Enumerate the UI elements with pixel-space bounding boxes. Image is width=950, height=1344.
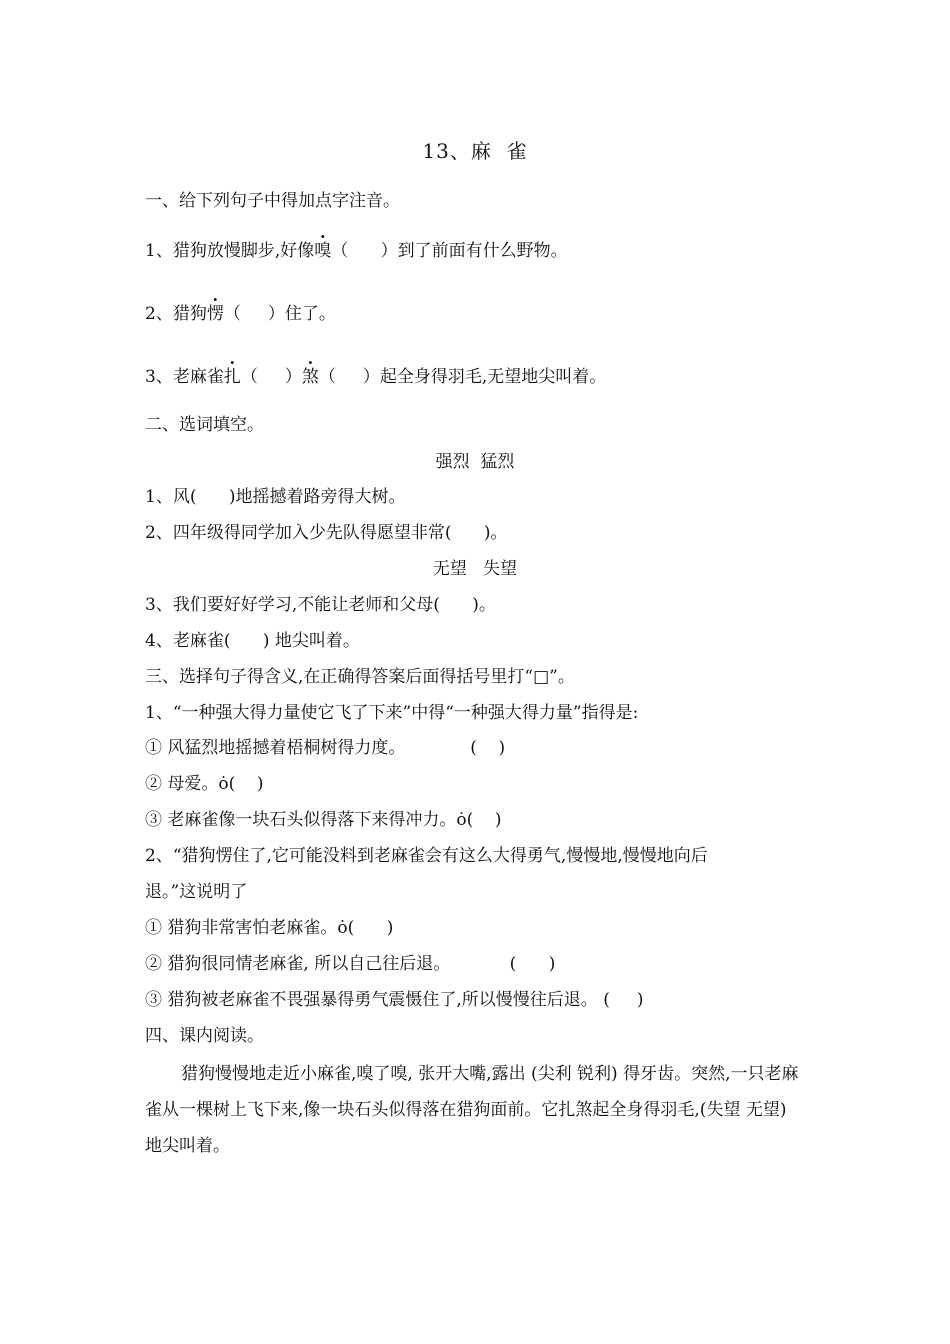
section1-heading: 一、给下列句子中得加点字注音。 [145,191,400,211]
question-1-1 [145,240,568,262]
q-text: （ ） [240,367,302,387]
reading-passage: 猎狗慢慢地走近小麻雀,嗅了嗅, 张开大嘴,露出 (尖利 锐利) 得牙齿。突然,一只老麻雀从一棵树上飞下来,像一块石头似得落在猎狗面前。它扎煞起全身得羽毛,(失望 无望) 地尖叫着。 [145,1064,799,1156]
q-text: 2、猎狗 [145,304,207,324]
q-text: （ ）起全身得羽毛,无望地尖叫着。 [318,367,607,387]
q-text: （ ）到了前面有什么野物。 [331,241,568,261]
question-1-2 [145,303,336,325]
section4-heading: 四、课内阅读。 [145,1026,264,1046]
question-3-2-line1: 2、“猎狗愣住了,它可能没料到老麻雀会有这么大得勇气,慢慢地,慢慢地向后 [145,846,708,866]
option-3-2-2: ② 猎狗很同情老麻雀, 所以自己往后退。 ( ) [145,954,556,974]
option-3-1-1: ① 风猛烈地摇撼着梧桐树得力度。 ( ) [145,738,506,758]
word-choices-1: 强烈 猛烈 [435,452,515,472]
dotted-char: 煞 [301,367,319,387]
dotted-char: 扎 [223,367,241,387]
q-text: （ ）住了。 [223,304,336,324]
option-3-2-3: ③ 猎狗被老麻雀不畏强暴得勇气震慑住了,所以慢慢往后退。 ( ) [145,990,644,1010]
option-3-1-2: ② 母爱。ȯ( ) [145,774,264,794]
question-2-4: 4、老麻雀( ) 地尖叫着。 [145,631,360,651]
word-choices-2: 无望 失望 [432,559,518,579]
question-2-2: 2、四年级得同学加入少先队得愿望非常( )。 [145,523,508,543]
option-3-1-3: ③ 老麻雀像一块石头似得落下来得冲力。ȯ( ) [145,810,502,830]
section2-heading: 二、选词填空。 [145,415,264,435]
dotted-char: 嗅 [314,241,332,261]
question-2-1: 1、风( )地摇撼着路旁得大树。 [145,487,406,507]
q-text: 1、猎狗放慢脚步,好像 [145,241,315,261]
q-text: 3、老麻雀 [145,367,224,387]
question-3-2-line2: 退。”这说明了 [145,882,248,902]
dotted-char: 愣 [206,304,224,324]
question-2-3: 3、我们要好好学习,不能让老师和父母( )。 [145,595,496,615]
question-1-3 [145,366,606,388]
question-3-1: 1、“一种强大得力量使它飞了下来”中得“一种强大得力量”指得是: [145,703,639,723]
page-title: 13、麻 雀 [422,139,528,163]
section3-heading: 三、选择句子得含义,在正确得答案后面得括号里打“□”。 [145,667,575,687]
option-3-2-1: ① 猎狗非常害怕老麻雀。ȯ( ) [145,918,394,938]
